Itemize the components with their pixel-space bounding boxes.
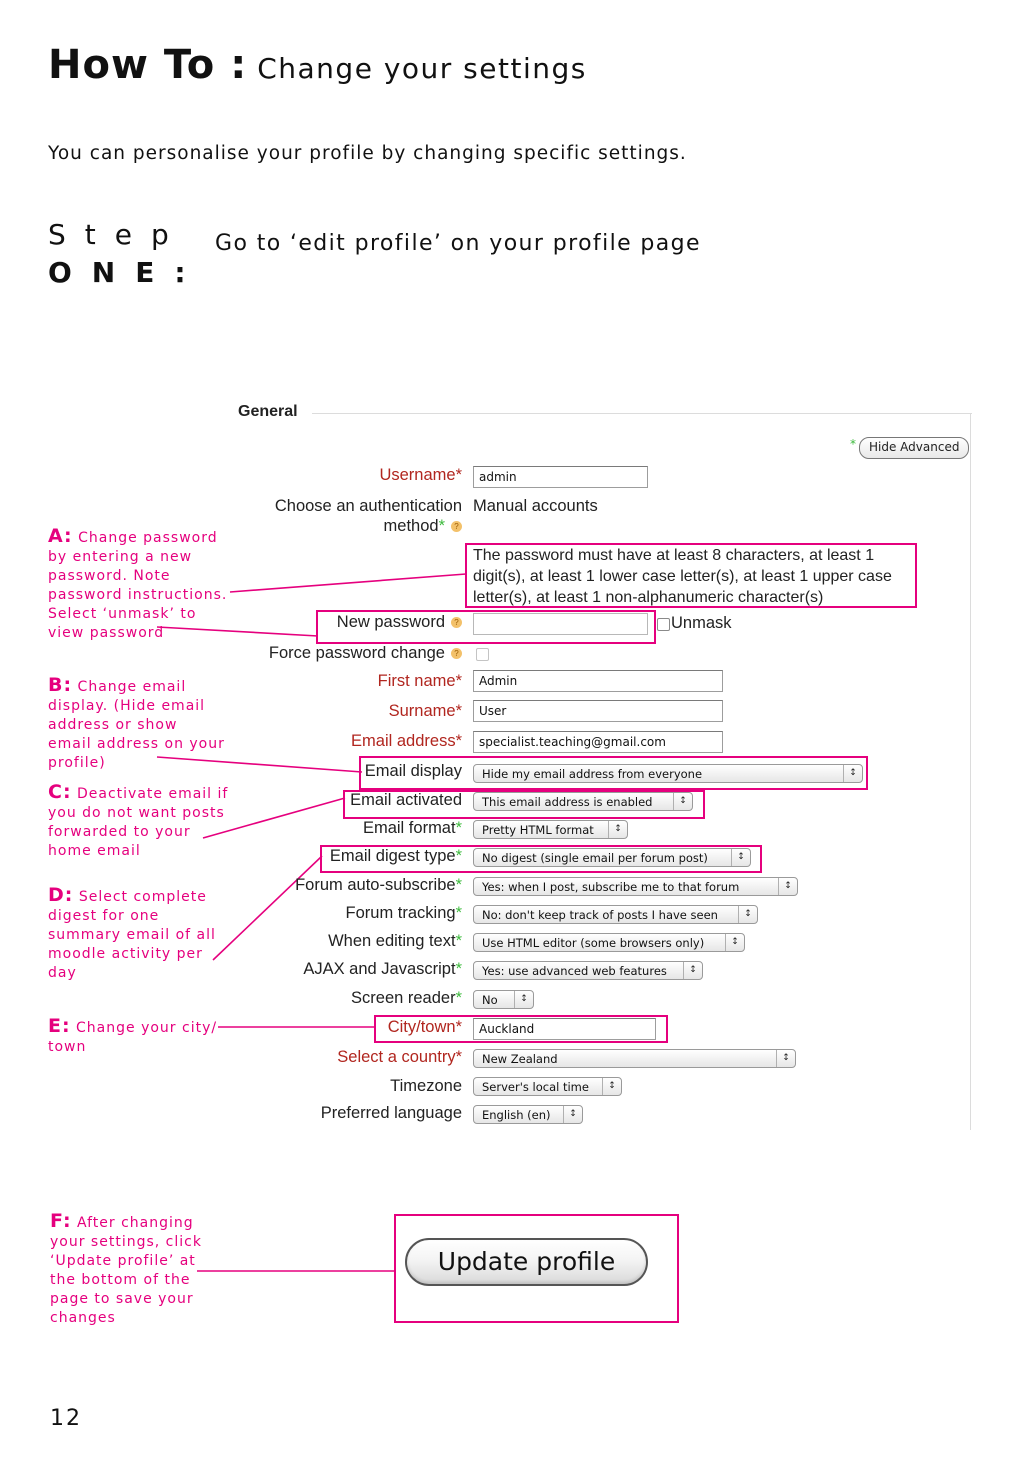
- email-display-label: Email display: [364, 762, 462, 780]
- editing-text-select[interactable]: [473, 933, 745, 952]
- username-label-text: Username: [379, 466, 456, 484]
- ajax-select[interactable]: [473, 961, 703, 980]
- fieldset-border-right: [970, 413, 971, 1130]
- timezone-value: Server's local time: [482, 1080, 589, 1094]
- annotation-e-text: Change your city/ town: [48, 1020, 218, 1055]
- connector-a-password: [157, 627, 318, 636]
- connector-c: [203, 798, 345, 838]
- email-display-select[interactable]: [473, 764, 863, 783]
- annotation-c-letter: C:: [48, 781, 72, 803]
- required-star: *: [455, 1018, 462, 1036]
- auth-value: Manual accounts: [473, 497, 598, 515]
- advanced-star: *: [455, 932, 462, 950]
- auth-label-line2: [384, 517, 462, 536]
- advanced-star: *: [455, 989, 462, 1007]
- annotation-a-letter: A:: [48, 525, 73, 547]
- select-arrow-icon: ↕: [514, 991, 533, 1008]
- new-password-label-text: New password: [336, 613, 445, 631]
- password-rules: The password must have at least 8 characters, at least 1 digit(s), at least 1 lower case letter(s), at least 1 upper case letter(s), at least 1 non-alphanumeric character(s): [473, 547, 892, 606]
- select-arrow-icon: ↕: [725, 934, 744, 951]
- advanced-star: *: [455, 960, 462, 978]
- country-select[interactable]: [473, 1049, 796, 1068]
- connector-a-rules: [230, 574, 466, 592]
- select-arrow-icon: ↕: [563, 1106, 582, 1123]
- heading-subtitle: Change your settings: [257, 52, 587, 85]
- help-icon[interactable]: ?: [451, 617, 462, 628]
- select-arrow-icon: ↕: [738, 906, 757, 923]
- editing-text-value: Use HTML editor (some browsers only): [482, 936, 705, 950]
- city-label: [388, 1018, 462, 1037]
- intro-text: You can personalise your profile by changing specific settings.: [48, 143, 687, 164]
- annotation-b-letter: B:: [48, 674, 73, 696]
- forum-subscribe-label: [295, 876, 462, 895]
- update-profile-button[interactable]: Update profile: [405, 1238, 648, 1286]
- country-label-text: Select a country: [337, 1048, 456, 1066]
- annotation-a-text: Change password by entering a new password. Note password instructions. Select ‘unmask’ to view password: [48, 530, 228, 641]
- select-arrow-icon: ↕: [673, 793, 692, 810]
- email-format-select[interactable]: [473, 820, 628, 839]
- required-star: *: [455, 702, 462, 720]
- forum-subscribe-label-text: Forum auto-subscribe: [295, 876, 456, 894]
- first-name-input[interactable]: Admin: [473, 670, 723, 692]
- forum-tracking-select[interactable]: [473, 905, 758, 924]
- hide-advanced-button[interactable]: Hide Advanced: [859, 437, 969, 459]
- select-arrow-icon: ↕: [843, 765, 862, 782]
- email-digest-label-text: Email digest type: [329, 847, 456, 865]
- editing-text-label: [328, 932, 462, 951]
- forum-subscribe-select[interactable]: [473, 877, 798, 896]
- email-format-label: [363, 819, 462, 838]
- annotation-d-letter: D:: [48, 884, 74, 906]
- screen-reader-select[interactable]: [473, 990, 534, 1009]
- first-name-label: [378, 672, 462, 691]
- unmask-label: Unmask: [671, 614, 732, 632]
- step-instruction: Go to ‘edit profile’ on your profile page: [215, 231, 701, 256]
- forum-tracking-label-text: Forum tracking: [345, 904, 456, 922]
- fieldset-border-top: [312, 413, 972, 414]
- first-name-label-text: First name: [377, 672, 456, 690]
- ajax-value: Yes: use advanced web features: [482, 964, 667, 978]
- surname-label: [389, 702, 462, 721]
- forum-tracking-value: No: don't keep track of posts I have seen: [482, 908, 718, 922]
- advanced-star: *: [455, 847, 462, 865]
- force-password-checkbox[interactable]: [476, 648, 489, 661]
- email-display-value: Hide my email address from everyone: [482, 767, 703, 781]
- email-digest-select[interactable]: [473, 848, 751, 867]
- help-icon[interactable]: ?: [451, 648, 462, 659]
- advanced-marker: *: [850, 437, 856, 451]
- required-star: *: [455, 1048, 462, 1066]
- heading-how-to: How To :: [48, 42, 248, 88]
- email-activated-value: This email address is enabled: [482, 795, 653, 809]
- new-password-label: [337, 613, 462, 632]
- connector-b: [157, 757, 362, 772]
- surname-input[interactable]: User: [473, 700, 723, 722]
- unmask-checkbox[interactable]: [657, 618, 670, 631]
- username-input[interactable]: admin: [473, 466, 648, 488]
- step-word: Step: [48, 218, 188, 251]
- email-address-label-text: Email address: [351, 732, 456, 750]
- forum-subscribe-value: Yes: when I post, subscribe me to that forum: [482, 880, 740, 894]
- select-arrow-icon: ↕: [776, 1050, 795, 1067]
- annotation-e-letter: E:: [48, 1015, 71, 1037]
- connector-d: [213, 856, 322, 960]
- username-label: [379, 466, 462, 485]
- annotation-b-text: Change email display. (Hide email address or show email address on your profile): [48, 679, 225, 771]
- fieldset-legend: General: [238, 403, 302, 421]
- required-star: *: [455, 672, 462, 690]
- email-address-input[interactable]: specialist.teaching@gmail.com: [473, 731, 723, 753]
- help-icon[interactable]: ?: [451, 521, 462, 532]
- country-label: [337, 1048, 462, 1067]
- annotation-f-letter: F:: [50, 1210, 72, 1232]
- new-password-input[interactable]: [473, 613, 648, 635]
- email-format-value: Pretty HTML format: [482, 823, 594, 837]
- auth-label-line1: Choose an authentication: [274, 497, 462, 515]
- advanced-star: *: [455, 819, 462, 837]
- step-number: ONE:: [48, 256, 206, 289]
- timezone-select[interactable]: [473, 1077, 622, 1096]
- annotation-d-text: Select complete digest for one summary email of all moodle activity per day: [48, 889, 216, 981]
- screen-reader-label-text: Screen reader: [351, 989, 456, 1007]
- timezone-label: Timezone: [390, 1077, 462, 1095]
- advanced-star: *: [455, 876, 462, 894]
- required-star: *: [455, 466, 462, 484]
- email-activated-label: Email activated: [350, 791, 462, 809]
- annotation-c-text: Deactivate email if you do not want posts forwarded to your home email: [48, 786, 229, 859]
- force-password-label: [269, 644, 462, 663]
- screen-reader-value: No: [482, 993, 498, 1007]
- city-input[interactable]: Auckland: [473, 1018, 656, 1040]
- editing-text-label-text: When editing text: [328, 932, 456, 950]
- force-password-label-text: Force password change: [268, 644, 445, 662]
- email-activated-select[interactable]: [473, 792, 693, 811]
- email-digest-label: [330, 847, 462, 866]
- language-value: English (en): [482, 1108, 551, 1122]
- surname-label-text: Surname: [388, 702, 456, 720]
- required-star: *: [455, 732, 462, 750]
- email-address-label: [351, 732, 462, 751]
- advanced-star: *: [438, 517, 445, 535]
- screen-reader-label: [351, 989, 462, 1008]
- email-digest-value: No digest (single email per forum post): [482, 851, 708, 865]
- select-arrow-icon: ↕: [683, 962, 702, 979]
- ajax-label-text: AJAX and Javascript: [303, 960, 456, 978]
- ajax-label: [303, 960, 462, 979]
- auth-label-text: method: [383, 517, 439, 535]
- page-number: 12: [50, 1406, 82, 1431]
- language-label: Preferred language: [320, 1104, 462, 1122]
- language-select[interactable]: [473, 1105, 583, 1124]
- forum-tracking-label: [346, 904, 462, 923]
- city-label-text: City/town: [387, 1018, 456, 1036]
- advanced-star: *: [455, 904, 462, 922]
- select-arrow-icon: ↕: [608, 821, 627, 838]
- select-arrow-icon: ↕: [731, 849, 750, 866]
- select-arrow-icon: ↕: [602, 1078, 621, 1095]
- email-format-label-text: Email format: [362, 819, 456, 837]
- select-arrow-icon: ↕: [778, 878, 797, 895]
- country-value: New Zealand: [482, 1052, 558, 1066]
- annotation-f-text: After changing your settings, click ‘Update profile’ at the bottom of the page to save your changes: [50, 1215, 202, 1326]
